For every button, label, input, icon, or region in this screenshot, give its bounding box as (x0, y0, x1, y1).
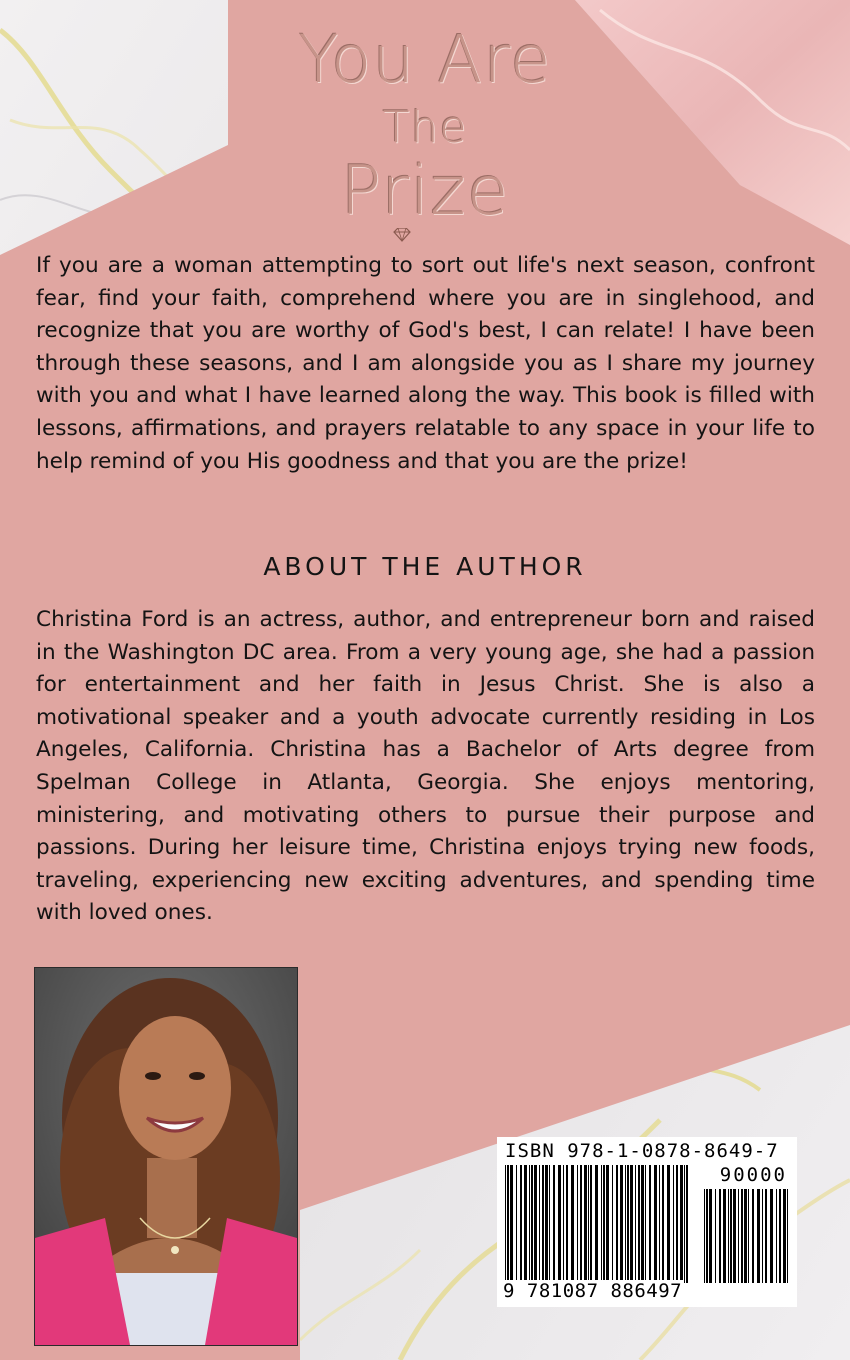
barcode-bar (566, 1165, 568, 1283)
author-portrait-image (35, 968, 297, 1345)
barcode-bar (638, 1165, 640, 1283)
barcode-bar (709, 1189, 712, 1283)
barcode-bar (654, 1165, 657, 1283)
barcode-bar (730, 1189, 732, 1283)
isbn-barcode (497, 1137, 797, 1307)
barcode-bar (738, 1189, 739, 1283)
addon-barcode-bars (702, 1189, 790, 1283)
barcode-bar (733, 1189, 736, 1283)
barcode-bar (741, 1189, 743, 1283)
barcode-bar (516, 1165, 517, 1283)
barcode-bar (770, 1189, 773, 1283)
barcode-bar (507, 1165, 509, 1283)
barcode-bar (635, 1165, 636, 1283)
isbn-label: ISBN 978-1-0878-8649-7 (505, 1140, 779, 1162)
barcode-bar (595, 1165, 598, 1283)
barcode-bar (776, 1189, 777, 1283)
barcode-bar (680, 1165, 683, 1283)
barcode-bar (571, 1165, 574, 1283)
barcode-bar (752, 1189, 754, 1283)
barcode-bar (577, 1165, 578, 1283)
barcode-bar (783, 1189, 786, 1283)
barcode-bar (744, 1189, 747, 1283)
barcode-number: 9 781087 886497 (503, 1280, 683, 1302)
book-blurb: If you are a woman attempting to sort out life's next season, confront fear, find your faith, comprehend where you are in singlehood, and recognize that you are worthy of God's best, I can relate! I have been through these seasons, and I am alongside you as I share my journey with you and what I have learned along the way. This book is filled with lessons, affirmations, and prayers relatable to any space in your life to help remind of you His goodness and that you are the prize! (36, 253, 815, 474)
barcode-bar (553, 1165, 555, 1283)
barcode-bar (704, 1189, 705, 1283)
barcode-bar (539, 1165, 540, 1283)
barcode-bar (706, 1189, 708, 1283)
barcode-bar (542, 1165, 544, 1283)
barcode-bar (520, 1165, 522, 1283)
barcode-bar (748, 1189, 749, 1283)
barcode-bar (659, 1165, 660, 1283)
barcode-bar (510, 1165, 513, 1283)
barcode-bar (649, 1165, 651, 1283)
about-the-author-heading: ABOUT THE AUTHOR (263, 552, 587, 581)
barcode-bar (588, 1165, 589, 1283)
barcode-bar (612, 1165, 613, 1283)
barcode-bar (606, 1165, 609, 1283)
title-line-3: Prize (340, 152, 510, 231)
barcode-bar (558, 1165, 561, 1283)
barcode-bar (580, 1165, 582, 1283)
barcode-bar (757, 1189, 760, 1283)
diamond-icon (393, 228, 411, 242)
barcode-bar (719, 1189, 721, 1283)
barcode-bar (616, 1165, 618, 1283)
barcode-bar (715, 1189, 716, 1283)
barcode-bar (505, 1165, 506, 1283)
barcode-bar (728, 1189, 729, 1283)
barcode-bar (673, 1165, 674, 1283)
barcode-bar (723, 1189, 726, 1283)
barcode-bar (684, 1165, 685, 1283)
barcode-bar (627, 1165, 629, 1283)
barcode-bar (620, 1165, 623, 1283)
barcode-bar (787, 1189, 788, 1283)
title-line-2: The (382, 102, 468, 153)
barcode-bar (662, 1165, 664, 1283)
barcode-bar (762, 1189, 763, 1283)
barcode-bar (563, 1165, 564, 1283)
barcode-bars (503, 1165, 689, 1283)
author-bio: Christina Ford is an actress, author, and entrepreneur born and raised in the Washington DC area. From a very young age, she had a passion for entertainment and her faith in Jesus Christ. She is also a motivational speaker and a youth advocate currently residing in Los Angeles, California. Christina has a Bachelor of Arts degree from Spelman College in Atlanta, Georgia. She enjoys mentoring, ministering, and motivating others to pursue their purpose and passions. During her leisure time, Christina enjoys trying new foods, traveling, experiencing new exciting adventures, and spending time with loved ones. (36, 607, 815, 926)
barcode-bar (686, 1165, 688, 1283)
barcode-bar (584, 1165, 587, 1283)
barcode-bar (779, 1189, 781, 1283)
author-photo (34, 967, 298, 1346)
barcode-bar (765, 1189, 767, 1283)
barcode-bar (531, 1165, 533, 1283)
barcode-bar (645, 1165, 646, 1283)
barcode-bar (625, 1165, 626, 1283)
barcode-bar (676, 1165, 678, 1283)
title-line-1: You Are (298, 21, 552, 98)
barcode-bar (545, 1165, 548, 1283)
barcode-bar (524, 1165, 527, 1283)
barcode-bar (534, 1165, 537, 1283)
barcode-bar (590, 1165, 592, 1283)
barcode-bar (630, 1165, 633, 1283)
barcode-bar (601, 1165, 602, 1283)
barcode-bar (529, 1165, 530, 1283)
barcode-bar (603, 1165, 605, 1283)
price-code: 90000 (719, 1164, 787, 1186)
barcode-bar (549, 1165, 550, 1283)
barcode-bar (641, 1165, 644, 1283)
barcode-bar (667, 1165, 670, 1283)
